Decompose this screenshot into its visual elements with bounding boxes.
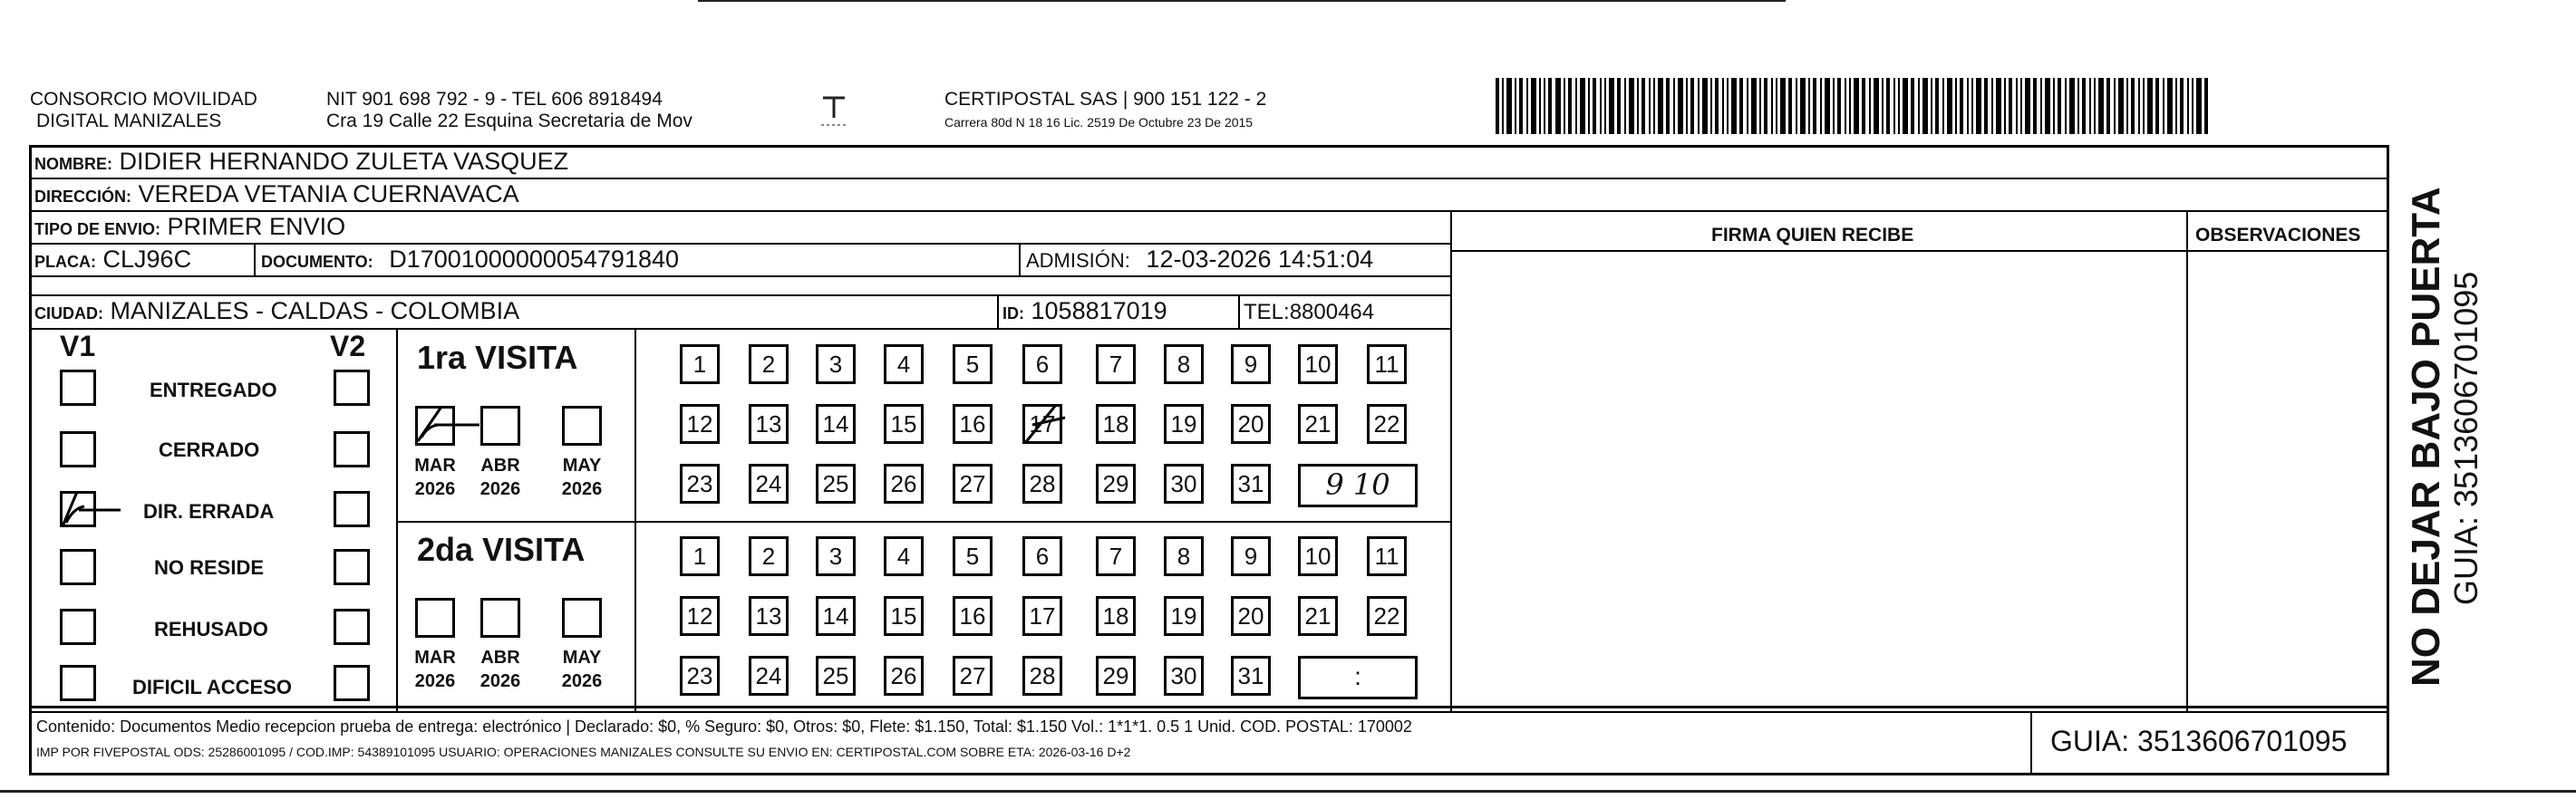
address-row [34, 180, 519, 210]
second-visit-day-9[interactable]: 9 [1231, 536, 1271, 576]
check-mark-icon [57, 486, 130, 532]
first-visit-month-abr[interactable] [480, 406, 520, 446]
second-visit-day-2[interactable]: 2 [749, 536, 789, 576]
strike-mark-icon [1020, 401, 1074, 447]
second-visit-month-abr[interactable] [480, 598, 520, 638]
first-visit-year-mar: 2026 [414, 479, 456, 499]
second-visit-day-5[interactable]: 5 [953, 536, 993, 576]
first-visit-time-value: 9 10 [1325, 467, 1390, 502]
id-label: ID: [1002, 304, 1024, 322]
v2-checkbox-dificil-acceso[interactable] [334, 665, 370, 701]
status-label-cerrado: CERRADO [159, 438, 260, 461]
first-visit-day-12[interactable]: 12 [680, 404, 720, 444]
second-visit-day-26[interactable]: 26 [884, 656, 924, 696]
second-visit-day-25[interactable]: 25 [816, 656, 856, 696]
tel-row [1244, 299, 1374, 326]
v2-checkbox-entregado[interactable] [334, 370, 370, 406]
first-visit-day-18[interactable]: 18 [1096, 404, 1136, 444]
check-mark-icon [414, 400, 487, 445]
first-visit-day-13[interactable]: 13 [749, 404, 789, 444]
first-visit-day-29[interactable]: 29 [1096, 464, 1136, 504]
city-row [34, 297, 519, 327]
send-type-row [34, 213, 345, 243]
second-visit-day-19[interactable]: 19 [1164, 596, 1204, 636]
second-visit-day-30[interactable]: 30 [1164, 656, 1204, 696]
second-visit-day-10[interactable]: 10 [1298, 536, 1338, 576]
first-visit-time-box[interactable] [1298, 464, 1418, 507]
second-visit-time-box[interactable] [1298, 656, 1418, 699]
first-visit-day-20[interactable]: 20 [1231, 404, 1271, 444]
recipient-name: DIDIER HERNANDO ZULETA VASQUEZ [119, 148, 569, 175]
first-visit-day-25[interactable]: 25 [816, 464, 856, 504]
plate-value: CLJ96C [102, 245, 192, 273]
second-visit-day-29[interactable]: 29 [1096, 656, 1136, 696]
first-visit-day-11[interactable]: 11 [1367, 344, 1407, 384]
second-visit-month-may[interactable] [562, 598, 602, 638]
first-visit-day-2[interactable]: 2 [749, 344, 789, 384]
courier-logo-icon [816, 91, 852, 133]
v2-checkbox-dir-errada[interactable] [334, 491, 370, 527]
first-visit-day-5[interactable]: 5 [953, 344, 993, 384]
id-row [1002, 297, 1167, 327]
second-visit-day-22[interactable]: 22 [1367, 596, 1407, 636]
first-visit-month-may[interactable] [562, 406, 602, 446]
first-visit-day-15[interactable]: 15 [884, 404, 924, 444]
first-visit-day-27[interactable]: 27 [953, 464, 993, 504]
status-label-rehusado: REHUSADO [154, 618, 268, 640]
v1-checkbox-cerrado[interactable] [60, 431, 96, 467]
v2-header: V2 [330, 330, 366, 362]
company-name-line2: DIGITAL MANIZALES [36, 111, 222, 131]
second-visit-month-mar[interactable] [415, 598, 455, 638]
city-label: CIUDAD: [34, 304, 103, 322]
first-visit-month-label-mar: MAR [414, 456, 456, 476]
bottom-rule [0, 790, 2576, 793]
first-visit-day-19[interactable]: 19 [1164, 404, 1204, 444]
document-value: D17001000000054791840 [389, 245, 680, 273]
first-visit-month-label-abr: ABR [480, 456, 520, 476]
plate-label: PLACA: [34, 253, 96, 271]
top-rule [698, 0, 1786, 2]
second-visit-day-27[interactable]: 27 [953, 656, 993, 696]
send-type-value: PRIMER ENVIO [167, 213, 346, 240]
second-visit-day-20[interactable]: 20 [1231, 596, 1271, 636]
name-row [34, 148, 568, 178]
courier-license: Carrera 80d N 18 16 Lic. 2519 De Octubre 23 De 2015 [944, 115, 1254, 130]
first-visit-day-16[interactable]: 16 [953, 404, 993, 444]
status-label-no-reside: NO RESIDE [154, 556, 265, 579]
second-visit-day-23[interactable]: 23 [680, 656, 720, 696]
second-visit-day-13[interactable]: 13 [749, 596, 789, 636]
first-visit-day-9[interactable]: 9 [1231, 344, 1271, 384]
first-visit-day-3[interactable]: 3 [816, 344, 856, 384]
second-visit-month-label-may: MAY [562, 648, 602, 668]
admission-row [1026, 245, 1373, 274]
first-visit-day-24[interactable]: 24 [749, 464, 789, 504]
first-visit-day-10[interactable]: 10 [1298, 344, 1338, 384]
first-visit-day-1[interactable]: 1 [680, 344, 720, 384]
first-visit-day-7[interactable]: 7 [1096, 344, 1136, 384]
second-visit-day-12[interactable]: 12 [680, 596, 720, 636]
status-label-entregado: ENTREGADO [150, 379, 277, 401]
second-visit-day-18[interactable]: 18 [1096, 596, 1136, 636]
second-visit-year-abr: 2026 [479, 671, 521, 691]
second-visit-day-11[interactable]: 11 [1367, 536, 1407, 576]
company-name-line1: CONSORCIO MOVILIDAD [30, 89, 257, 110]
v1-checkbox-no-reside[interactable] [60, 549, 96, 585]
no-under-door-warning: NO DEJAR BAJO PUERTA [2404, 187, 2448, 687]
footer-guide-number: GUIA: 3513606701095 [2050, 725, 2348, 757]
second-visit-day-3[interactable]: 3 [816, 536, 856, 576]
second-visit-day-1[interactable]: 1 [680, 536, 720, 576]
barcode [1496, 78, 2212, 134]
admission-value: 12-03-2026 14:51:04 [1146, 245, 1374, 273]
second-visit-day-7[interactable]: 7 [1096, 536, 1136, 576]
v1-checkbox-rehusado[interactable] [60, 609, 96, 645]
first-visit-year-may: 2026 [561, 479, 603, 499]
second-visit-day-4[interactable]: 4 [884, 536, 924, 576]
name-label: NOMBRE: [34, 155, 112, 173]
first-visit-day-26[interactable]: 26 [884, 464, 924, 504]
v2-checkbox-no-reside[interactable] [334, 549, 370, 585]
address-label: DIRECCIÓN: [34, 188, 131, 206]
signature-column-header: FIRMA QUIEN RECIBE [1711, 225, 1914, 245]
first-visit-day-8[interactable]: 8 [1164, 344, 1204, 384]
first-visit-month-mar[interactable] [415, 406, 455, 446]
v1-checkbox-entregado[interactable] [60, 370, 96, 406]
first-visit-day-14[interactable]: 14 [816, 404, 856, 444]
first-visit-day-31[interactable]: 31 [1231, 464, 1271, 504]
status-label-dir-errada: DIR. ERRADA [143, 500, 275, 523]
send-type-label: TIPO DE ENVIO: [34, 220, 161, 238]
first-visit-title: 1ra VISITA [417, 339, 578, 376]
document-row [261, 245, 679, 275]
courier-name: CERTIPOSTAL SAS | 900 151 122 - 2 [944, 89, 1267, 110]
v2-checkbox-cerrado[interactable] [334, 431, 370, 467]
v1-checkbox-dificil-acceso[interactable] [60, 665, 96, 701]
second-visit-time-value: : [1354, 662, 1361, 690]
recipient-address: VEREDA VETANIA CUERNAVACA [138, 180, 519, 207]
v1-header: V1 [60, 330, 96, 362]
second-visit-day-28[interactable]: 28 [1022, 656, 1062, 696]
delivery-form [29, 145, 2389, 708]
first-visit-month-label-may: MAY [562, 456, 602, 476]
plate-row [34, 245, 191, 275]
v1-checkbox-dir-errada[interactable] [60, 491, 96, 527]
second-visit-year-may: 2026 [561, 671, 603, 691]
second-visit-day-17[interactable]: 17 [1022, 596, 1062, 636]
second-visit-day-15[interactable]: 15 [884, 596, 924, 636]
first-visit-day-21[interactable]: 21 [1298, 404, 1338, 444]
second-visit-title: 2da VISITA [417, 531, 586, 568]
first-visit-day-28[interactable]: 28 [1022, 464, 1062, 504]
observations-column-header: OBSERVACIONES [2195, 225, 2361, 245]
tel-value: 8800464 [1289, 300, 1375, 324]
second-visit-day-21[interactable]: 21 [1298, 596, 1338, 636]
nit-line: NIT 901 698 792 - 9 - TEL 606 8918494 [326, 89, 663, 110]
document-label: DOCUMENTO: [261, 253, 373, 271]
second-visit-day-14[interactable]: 14 [816, 596, 856, 636]
second-visit-day-31[interactable]: 31 [1231, 656, 1271, 696]
second-visit-day-6[interactable]: 6 [1022, 536, 1062, 576]
first-visit-day-6[interactable]: 6 [1022, 344, 1062, 384]
id-value: 1058817019 [1031, 297, 1167, 324]
content-description: Contenido: Documentos Medio recepcion prueba de entrega: electrónico | Declarado: $0, % Seguro: $0, Otros: $0, Flete: $1.150, Total: $1.150 Vol.: 1*1*1. 0.5 1 Unid. COD. POSTAL: 170002 [36, 717, 1412, 736]
print-info: IMP POR FIVEPOSTAL ODS: 25286001095 / COD.IMP: 54389101095 USUARIO: OPERACIONES MANIZALES CONSULTE SU ENVIO EN: CERTIPOSTAL.COM SOBRE ETA: 2026-03-16 D+2 [36, 745, 1131, 759]
tel-label: TEL: [1244, 300, 1290, 324]
second-visit-month-label-abr: ABR [480, 648, 520, 668]
city-value: MANIZALES - CALDAS - COLOMBIA [110, 297, 520, 324]
second-visit-day-16[interactable]: 16 [953, 596, 993, 636]
first-visit-day-17[interactable]: 17 [1022, 404, 1062, 444]
second-visit-month-label-mar: MAR [414, 648, 456, 668]
second-visit-day-24[interactable]: 24 [749, 656, 789, 696]
first-visit-day-30[interactable]: 30 [1164, 464, 1204, 504]
first-visit-day-4[interactable]: 4 [884, 344, 924, 384]
side-guide-number: GUIA: 3513606701095 [2447, 271, 2484, 605]
second-visit-day-8[interactable]: 8 [1164, 536, 1204, 576]
first-visit-year-abr: 2026 [479, 479, 521, 499]
second-visit-year-mar: 2026 [414, 671, 456, 691]
first-visit-day-22[interactable]: 22 [1367, 404, 1407, 444]
status-label-dificil-acceso: DIFICIL ACCESO [132, 676, 293, 698]
v2-checkbox-rehusado[interactable] [334, 609, 370, 645]
first-visit-day-23[interactable]: 23 [680, 464, 720, 504]
address-line: Cra 19 Calle 22 Esquina Secretaria de Mov [326, 111, 692, 131]
admission-label: ADMISIÓN: [1026, 249, 1130, 272]
